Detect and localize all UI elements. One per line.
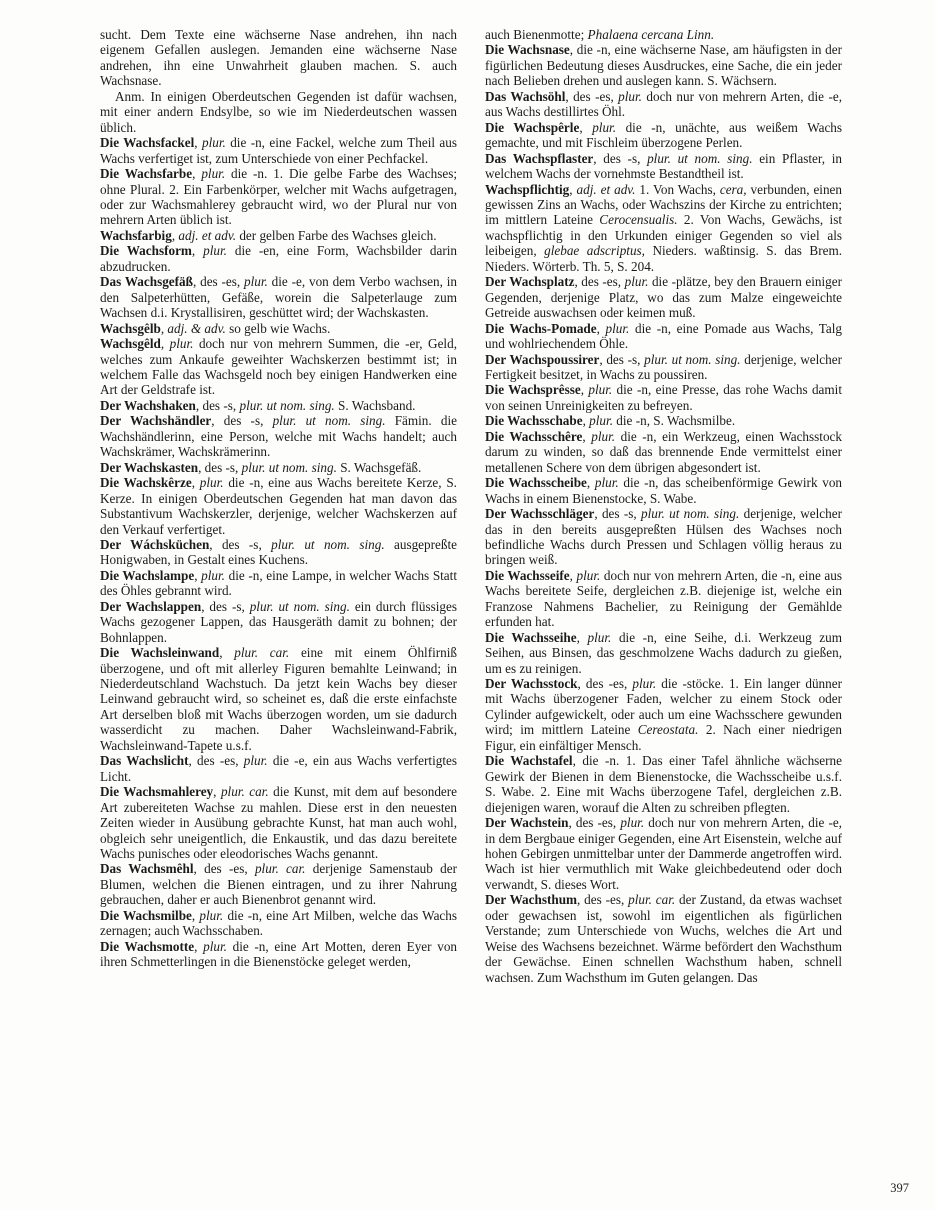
entry-text: die -n. 1. Die gelbe Farbe des Wachses; ohne Plural. 2. Ein Farbenkörper, welcher mit Wachs aufgetragen, oder zur Wachsmahlerey gebraucht wird, wo der Plural nur von mehrern Arten üblich ist. (100, 166, 457, 228)
grammar-label: plur. (201, 135, 226, 151)
grammar-label: plur. (618, 88, 642, 104)
entry-text: , (191, 243, 204, 259)
grammar-label: plur. (594, 475, 619, 491)
headword: Die Wachslampe (100, 567, 195, 583)
headword: Wachsgêlb (100, 320, 161, 336)
grammar-label: plur. ut nom. sing. (647, 150, 753, 166)
entry-text: die -n, unächte, aus weißem Wachs gemachte, und mit Fischleim überzogene Perlen. (485, 119, 842, 151)
entry-wachstein (485, 815, 842, 892)
entry-text: , (580, 382, 589, 398)
entry-text: , des -es, (192, 274, 245, 290)
entry-text: die Kunst, mit dem auf besondere Art zubereiteten Wachse zu mahlen. Diese erst in den neuesten Zeiten wieder in Ausübung gebrachte Kunst, hat man auch wohl, obgleich sehr uneigentlich, die Enkaustik, und das dazu bereitete Wachs punisches oder eleodorisches Wachs genannt. (100, 784, 457, 862)
entry-text: 2. Von Wachs, Gewächs, ist wachspflichtig in den Urkunden einiger Gegenden so viel als leibeigen, (485, 212, 842, 259)
entry-wachsmotte (100, 939, 457, 970)
entry-text: , (171, 227, 179, 243)
entry-text: , des -s, (599, 351, 645, 367)
entry-wachsnase (485, 42, 842, 88)
entry-text: , des -s, (198, 459, 242, 475)
entry-text: ein durch flüssiges Wachs gezogener Lappen, das Hausgeräth damit zu bohnen; der Bohnlappen. (100, 598, 457, 645)
headword: Der Wachsthum (485, 892, 578, 908)
headword: Der Wachskasten (100, 459, 199, 475)
entry-text: , des -es, (193, 861, 255, 877)
entry-text: die -n, eine aus Wachs bereitete Kerze, S. Kerze. In einigen Oberdeutschen Gegenden hat man davon das Substantivum Wachskerzler, derjenige, welcher Wachskerzen auf den Verkauf verfertiget. (100, 475, 457, 537)
entry-text: die -stöcke. 1. Ein langer dünner mit Wachs überzogener Faden, welcher zu einem Stock oder Cylinder aufgewickelt, oder auch um eine Wachsschere gewunden wird; im mittlern Lateine (485, 676, 842, 738)
left-column (100, 27, 457, 1167)
headword: Der Wachslappen (100, 598, 202, 614)
headword: Das Wachsgefäß (100, 274, 193, 290)
grammar-label: plur. (169, 336, 194, 352)
entry-text: , (194, 567, 202, 583)
headword: Die Wachsseihe (485, 629, 577, 645)
entry-text: derjenige, welcher das in den bereits ausgepreßten Hülsen des Wachses noch befindliche Wachs durch Pressen und Schlagen völlig heraus zu bringen weiß. (485, 506, 842, 568)
headword: Die Wachsmilbe (100, 907, 192, 923)
grammar-label: cera, (719, 181, 747, 197)
entry-wachsschere (485, 429, 842, 475)
grammar-label: plur. (632, 676, 657, 692)
entry-text: , (582, 413, 590, 429)
entry-text: die -n, eine Art Motten, deren Eyer von ihren Schmetterlingen in die Bienenstöcke geleget werden, (100, 938, 457, 970)
entry-text: , (576, 629, 588, 645)
grammar-label: plur. (592, 119, 617, 135)
grammar-label: plur. car. (628, 892, 676, 908)
grammar-label: plur. (620, 815, 645, 831)
grammar-label: plur. (588, 382, 613, 398)
entry-anmerkung (100, 89, 457, 135)
entry-text: , des -s, (201, 598, 250, 614)
grammar-label: adj. & adv. (167, 320, 226, 336)
headword: Wachspflichtig (485, 181, 570, 197)
entry-wachshaendler (100, 413, 457, 459)
headword: Der Wachstein (485, 815, 569, 831)
entry-text: die -n, eine Lampe, in welcher Wachs Statt des Öhles gebrannt wird. (100, 567, 457, 599)
entry-text: , des -s, (593, 150, 648, 166)
entry-wachsstock (485, 676, 842, 753)
entry-text: verbunden, einen gewissen Zins an Wachs, oder Wachszins der Kirche zu entrichten; im mittlern Lateine (485, 181, 842, 228)
entry-wachsseife (485, 568, 842, 630)
entry-text: , (569, 567, 577, 583)
entry-text: die -e, von dem Verbo wachsen, in den Salpeterhütten, Gefäße, worein die Salpeterlauge zum Wachsen d.i. Krystallisiren, geschüttet wird; der Wachskasten. (100, 274, 457, 321)
entry-wachshaken (100, 398, 457, 413)
entry-text: , (191, 907, 200, 923)
headword: Die Wachsschabe (485, 413, 583, 429)
grammar-label: adj. et adv. (178, 227, 237, 243)
entry-text: der Zustand, da etwas wachset oder gewachsen ist, sowohl im eigentlichen als figürlichen Verstande; zum Unterschiede von Wuchs, welches die Art und Weise des Wachsens bezeichnet. Wärme befördert den Wachsthum der Gewächse. Einen schnellen Wachsthum haben, schnell wachsen. Zum Wachsthum im Guten gelangen. Das (485, 892, 842, 985)
entry-wachsleinwand (100, 645, 457, 753)
entry-text: die -n, eine Pomade aus Wachs, Talg und wohlriechendem Öhle. (485, 320, 842, 352)
entry-text: die -n, ein Werkzeug, einen Wachsstock darum zu winden, so daß das brennende Ende vermittelst einer metallenen Schere von dem übrigen abgesondert ist. (485, 428, 842, 475)
grammar-label: plur. (624, 274, 649, 290)
headword: Die Wachsscheibe (485, 475, 587, 491)
entry-text: ein Pflaster, in welchem Wachs der vornehmste Bestandtheil ist. (485, 150, 842, 182)
entry-text: , des -es, (565, 88, 619, 104)
entry-text: doch nur von mehrern Arten, die -e, aus Wachs destillirtes Öhl. (485, 88, 842, 120)
entry-text: , (192, 166, 202, 182)
headword: Das Wachsmêhl (100, 861, 194, 877)
entry-text: doch nur von mehrern Summen, die -er, Geld, welches zum Ankaufe geweihter Wachskerzen bestimmt ist; in welchem Falle das Wachsgeld noch bey einigen Handwerken eine Art der Geldstrafe ist. (100, 336, 457, 398)
headword: Die Wachsfackel (100, 135, 195, 151)
grammar-label: plur. (203, 938, 227, 954)
page-number: 397 (890, 1181, 909, 1195)
entry-text: , (219, 645, 235, 661)
entry-text: 2. Nach einer niedrigen Figur, ein einfältiger Mensch. (485, 722, 842, 753)
grammar-label: plur. ut nom. sing. (249, 598, 350, 614)
entry-text: doch nur von mehrern Arten, die -e, in dem Bergbaue einiger Gegenden, eine Art Eisenstein, welche auf hohen Gebirgen unmittelbar unter der Dammerde angetroffen wird. Wach ist hier vermuthlich mit Wake gleichbedeutend oder doch verwandt, S. dieses Wort. (485, 815, 842, 892)
entry-text: die -e, ein aus Wachs verfertigtes Licht. (100, 753, 457, 784)
entry-text: , (596, 320, 606, 336)
entry-wachsperle (485, 120, 842, 151)
entry-text: , des -es, (577, 892, 629, 908)
entry-text: , die -n. 1. Das einer Tafel ähnliche wächserne Gewirk der Bienen in dem Bienenstocke, die Wachsscheibe u.s.f. S. Wabe. 2. Eine mit Wachs überzogene Tafel, dergleichen z.B. diejenigen waren, worauf die Alten zu schreiben pflegten. (485, 753, 842, 815)
entry-wachsseihe (485, 630, 842, 676)
entry-wachslampe (100, 568, 457, 599)
grammar-label: plur. (199, 907, 224, 923)
headword: Die Wachspêrle (485, 119, 580, 135)
headword: Die Wachsform (100, 243, 192, 259)
entry-wachskerze (100, 475, 457, 537)
entry-text: , des -es, (574, 274, 625, 290)
grammar-label: plur. ut nom. sing. (239, 397, 335, 413)
headword: Der Wachshaken (100, 397, 196, 413)
entry-text: derjenige Samenstaub der Blumen, welchen die Bienen eintragen, und zu ihrer Nahrung gebrauchen, daher er auch Bienenbrot genannt wird. (100, 861, 457, 908)
headword: Der Wachshändler (100, 413, 212, 429)
headword: Die Wachstafel (485, 753, 573, 769)
entry-text: so gelb wie Wachs. (225, 320, 331, 336)
entry-text: Nieders. waßtinsig. S. das Brem. Nieders. Wörterb. Th. 5, S. 204. (485, 243, 842, 274)
headword: Der Wachsschläger (485, 506, 595, 522)
grammar-label: plur. ut nom. sing. (272, 413, 386, 429)
grammar-label: Cerocensualis. (599, 212, 678, 228)
entry-wachstafel (485, 753, 842, 815)
entry-text: , des -es, (568, 815, 621, 831)
entry-wachsscheibe (485, 475, 842, 506)
entry-wachsgefaess (100, 274, 457, 320)
grammar-label: plur. (591, 428, 616, 444)
entry-text: , des -s, (195, 397, 240, 413)
entry-text: , (191, 475, 200, 491)
entry-wachsform (100, 243, 457, 274)
entry-text: 1. Von Wachs, (635, 181, 720, 197)
entry-text: der gelben Farbe des Wachses gleich. (236, 227, 437, 243)
grammar-label: Cereostata. (637, 722, 699, 738)
entry-text: , (579, 119, 593, 135)
grammar-label: plur. (201, 166, 226, 182)
entry-text: doch nur von mehrern Arten, die -n, eine aus Wachs bereitete Seife, dergleichen z.B. diejenige ist, welche ein Franzose Nahmens Bachelier, zu Reinigung der Gemählde erfunden hat. (485, 567, 842, 630)
entry-wachsmotte-continuation (485, 27, 842, 42)
entry-wachslicht (100, 753, 457, 784)
entry-wachsschabe (485, 413, 842, 428)
entry-text: derjenige, welcher Fertigkeit besitzet, in Wachs zu poussiren. (485, 351, 842, 382)
grammar-label: plur. (199, 475, 224, 491)
headword: Der Wáchsküchen (100, 536, 210, 552)
entry-text: , (213, 784, 221, 800)
entry-text: , (582, 428, 592, 444)
entry-wachsfackel (100, 135, 457, 166)
entry-text: , (569, 181, 577, 197)
grammar-label: plur. (244, 274, 268, 290)
grammar-label: plur. (587, 629, 612, 645)
entry-wachspresse (485, 382, 842, 413)
grammar-label: plur. (576, 567, 601, 583)
entry-wachsgelb (100, 321, 457, 336)
grammar-label: plur. (605, 320, 630, 336)
headword: Die Wachsprêsse (485, 382, 581, 398)
entry-text: , (194, 938, 204, 954)
entry-text: auch Bienenmotte; (485, 27, 588, 42)
headword: Der Wachsstock (485, 676, 578, 692)
grammar-label: glebae adscriptus, (544, 243, 645, 259)
entry-wachsmilbe (100, 908, 457, 939)
entry-text: , des -s, (209, 536, 272, 552)
entry-wachsfarbe (100, 166, 457, 228)
entry-wachsfarbig (100, 228, 457, 243)
entry-text: die -n, das scheibenförmige Gewirk von Wachs in einem Bienenstocke, S. Wabe. (485, 475, 842, 506)
headword: Die Wachsleinwand (100, 645, 220, 661)
entry-wachspflaster (485, 151, 842, 182)
headword: Der Wachsplatz (485, 274, 575, 290)
entry-text: sucht. Dem Texte eine wächserne Nase andrehen, ihn nach eigenem Gefallen auslegen. Jemanden eine wächserne Nase andrehen, ihn eine Unwahrheit glauben machen. S. auch Wachsnase. (100, 27, 457, 89)
entry-wachspoussirer (485, 352, 842, 383)
entry-wachskuechen (100, 537, 457, 568)
entry-continuation-sucht (100, 27, 457, 89)
headword: Das Wachspflaster (485, 150, 594, 166)
headword: Die Wachskêrze (100, 475, 192, 491)
entry-wachskasten (100, 460, 457, 475)
entry-text: die -n, eine Fackel, welche zum Theil aus Wachs verfertiget ist, zum Unterschiede von einer Pechfackel. (100, 135, 457, 166)
headword: Die Wachsseife (485, 567, 570, 583)
entry-text: die -n, eine Presse, das rohe Wachs damit von seinen Unreinigkeiten zu befreyen. (485, 382, 842, 413)
headword: Das Wachsöhl (485, 88, 566, 104)
entry-text: die -en, eine Form, Wachsbilder darin abzudrucken. (100, 243, 457, 274)
headword: Wachsfarbig (100, 227, 172, 243)
headword: Der Wachspoussirer (485, 351, 600, 367)
grammar-label: plur. (203, 243, 227, 259)
entry-text: Fämin. die Wachshändlerinn, eine Person, welche mit Wachs handelt; auch Wachskrämer, Wachskrämerinn. (100, 413, 457, 460)
grammar-label: plur. (589, 413, 613, 429)
entry-wachs-pomade (485, 321, 842, 352)
entry-text: , des -s, (211, 413, 273, 429)
entry-text: , (194, 135, 202, 151)
entry-text: , (160, 336, 170, 352)
entry-text: Anm. In einigen Oberdeutschen Gegenden ist dafür wachsen, mit einer andern Endsylbe, so wie im Niederdeutschen wassen üblich. (100, 88, 457, 135)
entry-wachsschlaeger (485, 506, 842, 568)
grammar-label: Phalaena cercana Linn. (587, 27, 715, 42)
entry-text: S. Wachsband. (334, 397, 416, 413)
grammar-label: plur. car. (234, 645, 290, 661)
entry-text: die -n, eine Seihe, d.i. Werkzeug zum Seihen, aus Binsen, das geschmolzene Wachs dadurch zu gießen, um es zu reinigen. (485, 629, 842, 676)
grammar-label: plur. car. (254, 861, 306, 877)
headword: Wachsgêld (100, 336, 161, 352)
entry-text: , des -es, (577, 676, 633, 692)
grammar-label: adj. et adv. (576, 181, 636, 197)
entry-text: die -n, S. Wachsmilbe. (613, 413, 736, 429)
entry-text: ausgepreßte Honigwaben, in Gestalt eines Kuchens. (100, 536, 457, 568)
entry-text: , des -es, (188, 753, 244, 769)
entry-text: , die -n, eine wächserne Nase, am häufigsten in der figürlichen Bedeutung dieses Ausdruckes, eine Sache, die ein jeder nach Belieben drehen und auslegen kann. S. Wächsern. (485, 42, 842, 89)
entry-wachsoehl (485, 89, 842, 120)
entry-text: S. Wachsgefäß. (336, 459, 422, 475)
grammar-label: plur. (201, 567, 225, 583)
headword: Die Wachsfarbe (100, 166, 193, 182)
entry-wachsplatz (485, 274, 842, 320)
headword: Die Wachs-Pomade (485, 320, 597, 336)
entry-wachsgeld (100, 336, 457, 398)
right-column (485, 27, 842, 1167)
headword: Die Wachsmahlerey (100, 784, 214, 800)
headword: Das Wachslicht (100, 753, 189, 769)
headword: Die Wachsnase (485, 42, 570, 58)
entry-text: , (586, 475, 595, 491)
entry-text: die -n, eine Art Milben, welche das Wachs zernagen; auch Wachsschaben. (100, 907, 457, 939)
grammar-label: plur. (243, 753, 268, 769)
grammar-label: plur. ut nom. sing. (644, 351, 741, 367)
entry-text: , (160, 320, 168, 336)
grammar-label: plur. ut nom. sing. (640, 506, 740, 522)
entry-wachspflichtig (485, 182, 842, 275)
entry-text: eine mit einem Öhlfirniß überzogene, und oft mit allerley Figuren bemahlte Leinwand; in Niederdeutschland Wachstuch. Da jetzt kein Wachs bey dieser Leinwand gebraucht wird, so scheinet es, daß die erste einfachste Art derselben bloß mit Wachs überzogen worden, um sie dadurch wasserdicht zu machen. Daher Wachsleinwand-Fabrik, Wachsleinwand-Tapete u.s.f. (100, 645, 457, 753)
entry-wachsmahlerey (100, 784, 457, 861)
grammar-label: plur. ut nom. sing. (241, 459, 337, 475)
entry-wachsmehl (100, 861, 457, 907)
headword: Die Wachsmotte (100, 938, 195, 954)
entry-text: , des -s, (594, 506, 641, 522)
entry-text: die -plätze, bey den Brauern einiger Gegenden, derjenige Platz, wo das zum Malze eingeweichte Getreide auswachsen oder keimen muß. (485, 274, 842, 321)
text-columns (100, 27, 842, 1167)
grammar-label: plur. ut nom. sing. (271, 536, 385, 552)
entry-wachsthum (485, 892, 842, 985)
headword: Die Wachsschêre (485, 428, 583, 444)
entry-wachslappen (100, 599, 457, 645)
grammar-label: plur. car. (220, 784, 269, 800)
